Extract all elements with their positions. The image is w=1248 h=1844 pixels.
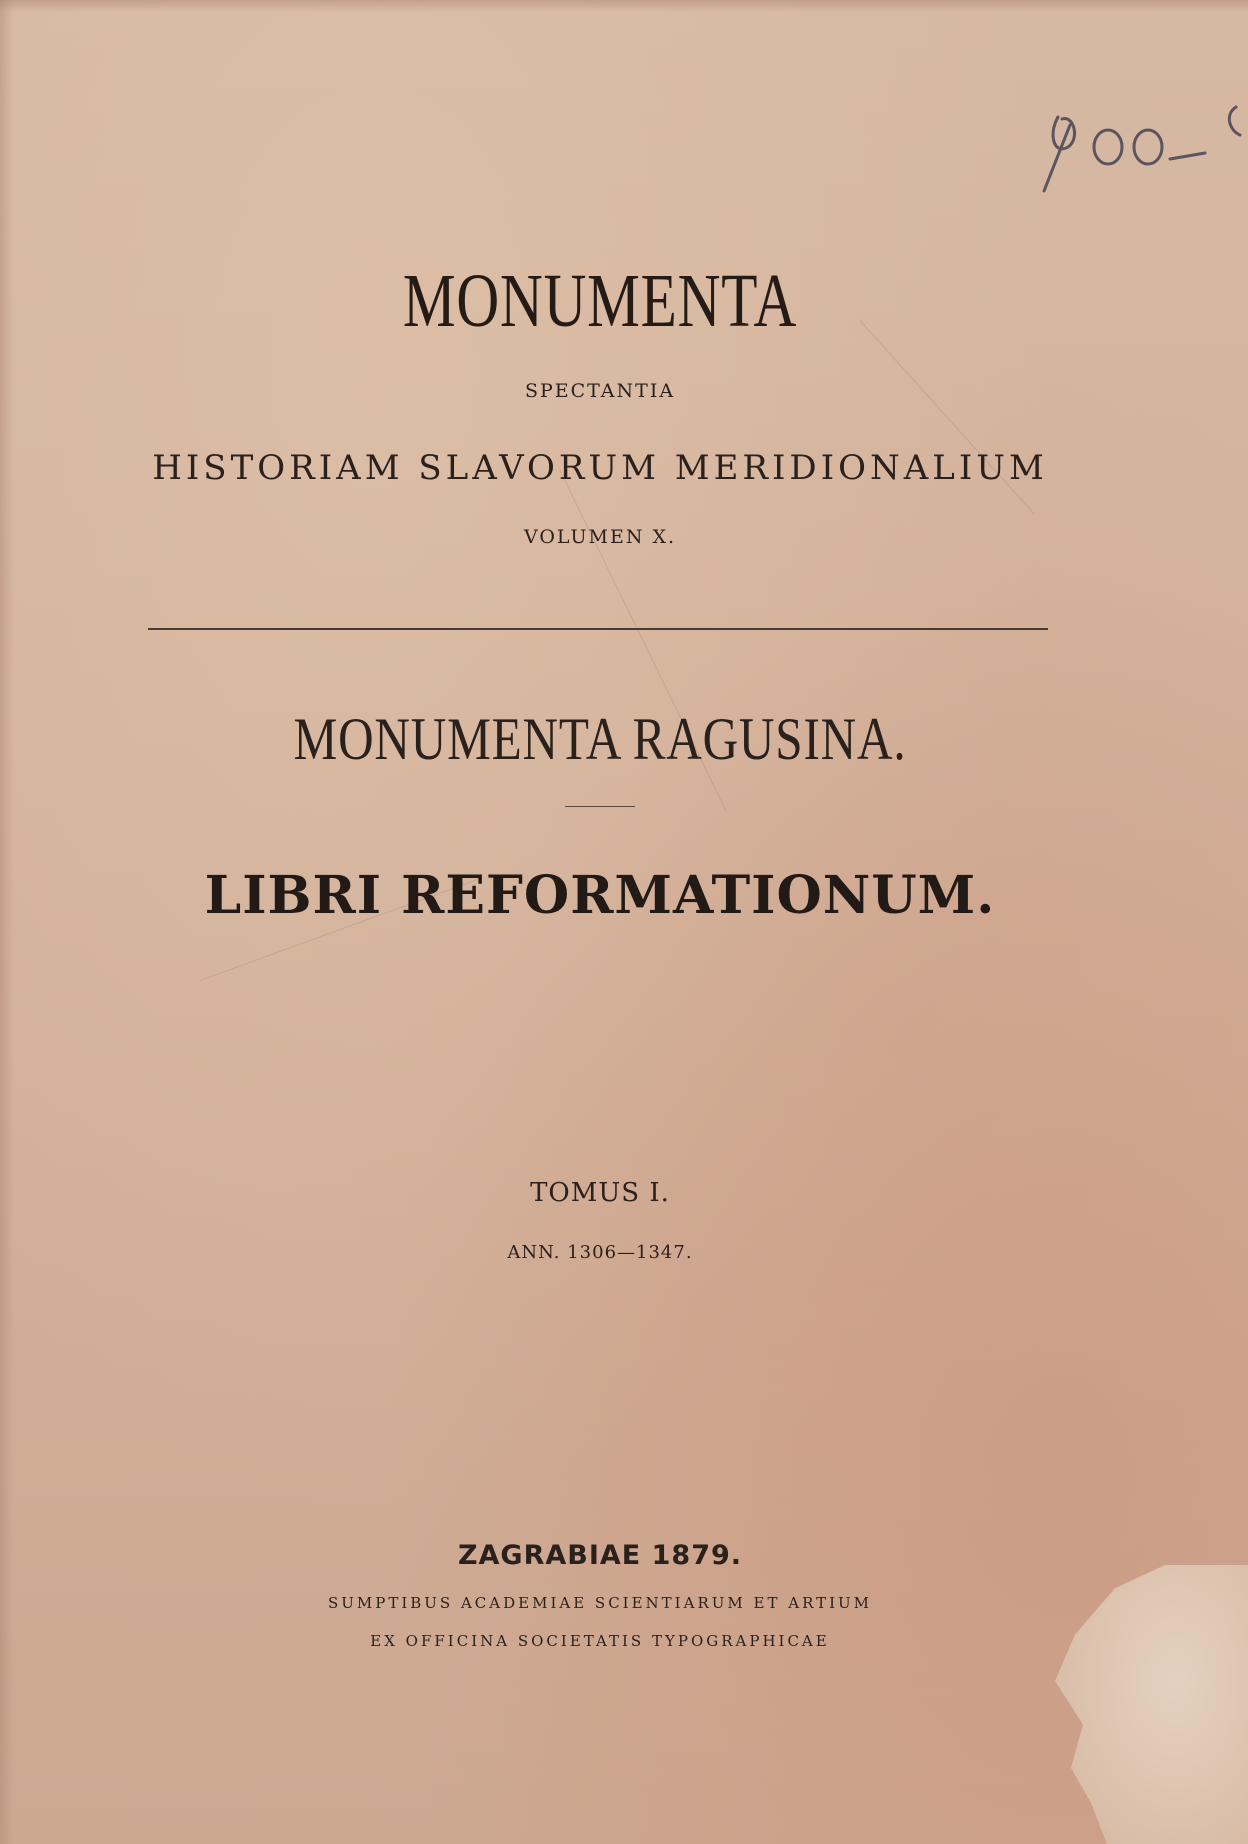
divider-rule [148,628,1048,630]
handwritten-note [1040,95,1248,215]
cover-years: ANN. 1306—1347. [507,1242,693,1263]
paper-top-edge [0,0,1248,12]
imprint-line-1: SUMPTIBUS ACADEMIAE SCIENTIARUM ET ARTIUM [327,1594,873,1612]
cover-main-title: MONUMENTA [402,259,798,343]
cover-tome: TOMUS I. [530,1178,670,1208]
imprint-line-2: EX OFFICINA SOCIETATIS TYPOGRAPHICAE [370,1632,830,1650]
cover-subject: HISTORIAM SLAVORUM MERIDIONALIUM [152,448,1048,488]
cover-volume: VOLUMEN X. [523,526,677,548]
cover-spectantia: SPECTANTIA [524,380,676,402]
imprint-place-year: ZAGRABIAE 1879. [457,1540,743,1571]
cover-work-title: LIBRI REFORMATIONUM. [204,865,996,926]
cover-series-title: MONUMENTA RAGUSINA. [293,706,907,772]
short-divider [565,806,635,807]
